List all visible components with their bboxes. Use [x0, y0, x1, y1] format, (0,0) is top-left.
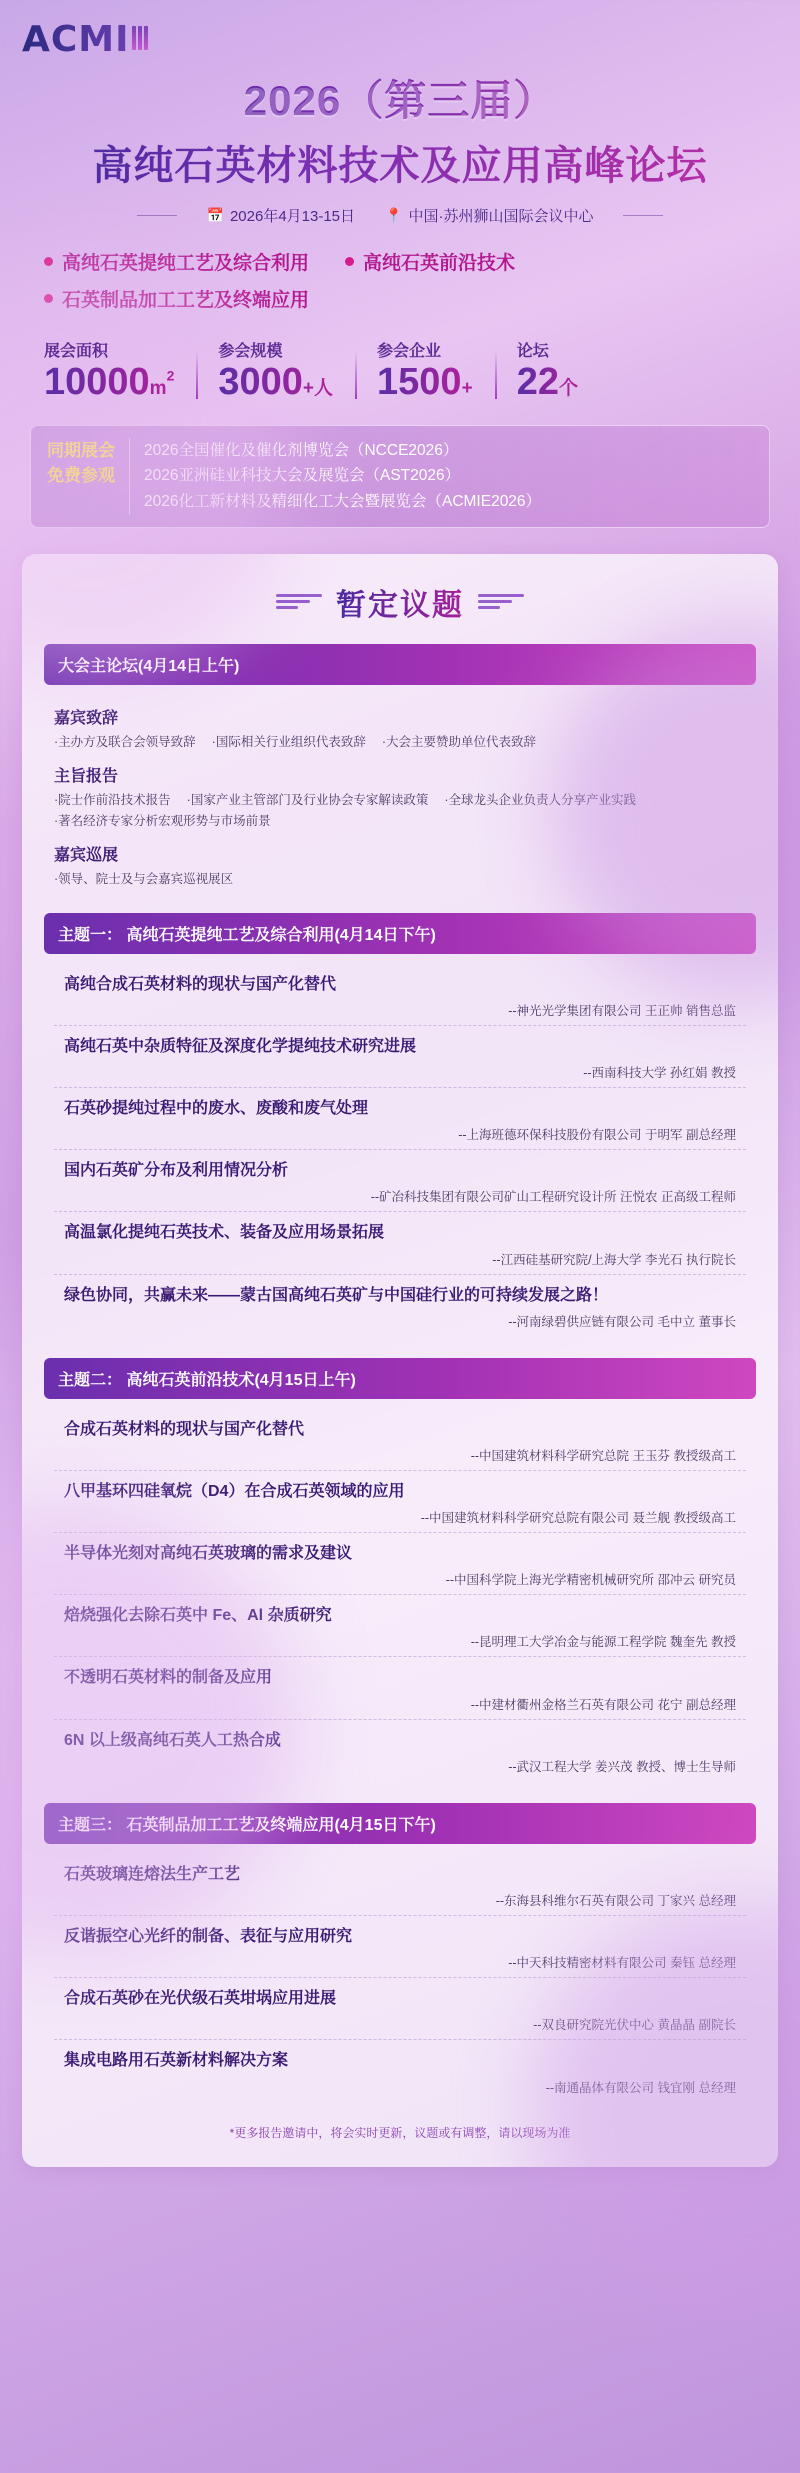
agenda-talk	[54, 1409, 746, 1471]
topic-item	[345, 248, 515, 275]
talk-speaker: --矿冶科技集团有限公司矿山工程研究设计所 汪悦农 正高级工程师	[370, 1190, 736, 1205]
agenda-sub-item: ·全球龙头企业负责人分享产业实践	[444, 792, 637, 807]
stat-value	[517, 363, 578, 403]
talk-title: 反谐振空心光纤的制备、表征与应用研究	[64, 1928, 353, 1946]
agenda-sub-item: ·著名经济专家分析宏观形势与市场前景	[54, 814, 271, 829]
location-pin-icon: 📍	[385, 207, 403, 223]
agenda-talk	[54, 2040, 746, 2101]
stat-label: 参会规模	[218, 343, 283, 360]
stat-number: 1500	[377, 361, 462, 403]
agenda-block	[44, 693, 756, 897]
agenda-talk	[54, 1212, 746, 1274]
topic-item	[44, 248, 309, 275]
colocated-item: 2026全国催化及催化剂博览会（NCCE2026）	[144, 441, 459, 459]
agenda-talk	[54, 1916, 746, 1978]
colocated-badge-line-1: 同期展会	[47, 440, 115, 460]
agenda-section-header: 大会主论坛(4月14日上午)	[44, 644, 756, 685]
stat-number: 22	[516, 361, 559, 403]
bullet-dot-icon	[44, 294, 53, 303]
agenda-sub-item: ·主办方及联合会领导致辞	[54, 734, 196, 749]
talk-title: 高纯石英中杂质特征及深度化学提纯技术研究进展	[64, 1037, 417, 1055]
agenda-block-subs	[54, 869, 746, 890]
logo-bars-icon	[132, 22, 150, 56]
colocated-badge	[47, 438, 130, 515]
agenda-section-header: 主题二： 高纯石英前沿技术(4月15日上午)	[44, 1358, 756, 1399]
talk-title: 国内石英矿分布及利用情况分析	[64, 1162, 289, 1180]
talk-title: 不透明石英材料的制备及应用	[64, 1669, 273, 1687]
agenda-talk-list	[44, 1407, 756, 1787]
poster-title	[0, 68, 800, 191]
colocated-item: 2026化工新材料及精细化工大会暨展览会（ACMIE2026）	[144, 493, 542, 511]
talk-title: 绿色协同，共赢未来——蒙古国高纯石英矿与中国硅行业的可持续发展之路！	[64, 1286, 609, 1304]
stat-value	[218, 363, 333, 403]
colocated-badge-line-2: 免费参观	[47, 466, 115, 486]
stat-sup: 2	[166, 367, 175, 384]
agenda-talk	[54, 1595, 746, 1657]
agenda-talk	[54, 1533, 746, 1595]
talk-speaker: --神光光学集团有限公司 王正帅 销售总监	[508, 1003, 736, 1018]
agenda-footnote: *更多报告邀请中，将会实时更新，议题或有调整，请以现场为准	[229, 2125, 571, 2140]
decorative-stripes-right-icon	[478, 594, 524, 609]
event-date-text: 2026年4月13-15日	[229, 208, 356, 225]
talk-speaker: --南通晶体有限公司 钱宜刚 总经理	[545, 2080, 736, 2095]
stat-unit: +	[461, 378, 473, 399]
meta-divider-right	[623, 215, 663, 216]
talk-title: 6N 以上级高纯石英人工热合成	[64, 1731, 281, 1749]
agenda-sub-item: ·院士作前沿技术报告	[54, 792, 171, 807]
event-date	[207, 205, 356, 226]
agenda-talk-list	[44, 1852, 756, 2108]
agenda-talk	[54, 964, 746, 1026]
bullet-dot-icon	[345, 257, 354, 266]
agenda-block-title: 嘉宾巡展	[54, 847, 119, 865]
stat-unit: m	[149, 378, 167, 399]
event-venue	[385, 205, 593, 226]
stat-item	[196, 338, 355, 403]
meta-divider-left	[137, 215, 177, 216]
colocated-exhibitions	[30, 425, 770, 528]
agenda-talk	[54, 1978, 746, 2040]
talk-speaker: --中建材衢州金格兰石英有限公司 花宁 副总经理	[470, 1697, 736, 1712]
topic-list	[44, 248, 756, 312]
talk-title: 焙烧强化去除石英中 Fe、Al 杂质研究	[64, 1607, 332, 1625]
agenda-talk	[54, 1026, 746, 1088]
decorative-stripes-left-icon	[276, 594, 322, 609]
stat-value	[44, 363, 174, 403]
talk-title: 合成石英材料的现状与国产化替代	[64, 1420, 305, 1438]
agenda-talk	[54, 1854, 746, 1916]
agenda-block-title: 主旨报告	[54, 767, 119, 785]
calendar-icon: 📅	[206, 207, 224, 223]
stat-label: 展会面积	[44, 343, 109, 360]
agenda-card	[22, 554, 778, 2167]
talk-speaker: --中国建筑材料科学研究总院 王玉芬 教授级高工	[470, 1448, 736, 1463]
talk-title: 集成电路用石英新材料解决方案	[64, 2052, 289, 2070]
agenda-sub-item: ·大会主要赞助单位代表致辞	[381, 734, 537, 749]
talk-speaker: --西南科技大学 孙红娟 教授	[583, 1065, 736, 1080]
talk-speaker: --中天科技精密材料有限公司 秦钰 总经理	[508, 1956, 736, 1971]
agenda-talk-list	[44, 962, 756, 1342]
stat-value	[377, 363, 473, 403]
title-line-1: 2026（第三届）	[0, 68, 800, 128]
brand-logo-text: ACMI	[22, 19, 130, 60]
agenda-talk	[54, 1150, 746, 1212]
agenda-block-subs	[54, 790, 746, 833]
talk-title: 高纯合成石英材料的现状与国产化替代	[64, 975, 337, 993]
talk-title: 石英玻璃连熔法生产工艺	[64, 1865, 241, 1883]
agenda-block-title: 嘉宾致辞	[54, 709, 119, 727]
bullet-dot-icon	[44, 257, 53, 266]
stat-unit: +人	[302, 378, 334, 399]
talk-title: 半导体光刻对高纯石英玻璃的需求及建议	[64, 1545, 353, 1563]
talk-speaker: --河南绿碧供应链有限公司 毛中立 董事长	[508, 1314, 736, 1329]
brand-logo	[0, 0, 800, 58]
agenda-section-header: 主题一： 高纯石英提纯工艺及综合利用(4月14日下午)	[44, 913, 756, 954]
agenda-title-text: 暂定议题	[336, 580, 464, 624]
talk-title: 八甲基环四硅氧烷（D4）在合成石英领域的应用	[64, 1482, 405, 1500]
agenda-sub-item: ·领导、院士及与会嘉宾巡视展区	[54, 872, 234, 887]
agenda-sub-item: ·国际相关行业组织代表致辞	[211, 734, 366, 749]
stat-item	[44, 338, 196, 403]
colocated-item: 2026亚洲硅业科技大会及展览会（AST2026）	[144, 467, 461, 485]
agenda-title	[44, 580, 756, 624]
colocated-list	[130, 438, 541, 515]
agenda-talk	[54, 1088, 746, 1150]
talk-speaker: --上海班德环保科技股份有限公司 于明军 副总经理	[458, 1128, 736, 1143]
agenda-section-header: 主题三： 石英制品加工工艺及终端应用(4月15日下午)	[44, 1803, 756, 1844]
event-venue-text: 中国·苏州狮山国际会议中心	[408, 208, 594, 225]
stat-label: 参会企业	[377, 343, 442, 360]
talk-speaker: --东海县科维尔石英有限公司 丁家兴 总经理	[495, 1894, 736, 1909]
agenda-talk	[54, 1471, 746, 1533]
topic-label: 石英制品加工工艺及终端应用	[62, 290, 310, 311]
agenda-talk	[54, 1720, 746, 1781]
talk-speaker: --武汉工程大学 姜兴茂 教授、博士生导师	[508, 1759, 736, 1774]
stat-item	[355, 338, 495, 403]
stat-number: 10000	[44, 361, 150, 403]
talk-speaker: --江西硅基研究院/上海大学 李光石 执行院长	[492, 1252, 736, 1267]
talk-title: 合成石英砂在光伏级石英坩埚应用进展	[64, 1990, 337, 2008]
topic-label: 高纯石英提纯工艺及综合利用	[62, 253, 310, 274]
agenda-talk	[54, 1275, 746, 1336]
agenda-talk	[54, 1657, 746, 1719]
agenda-sub-item: ·国家产业主管部门及行业协会专家解读政策	[186, 792, 429, 807]
topic-label: 高纯石英前沿技术	[363, 253, 516, 274]
talk-title: 高温氯化提纯石英技术、装备及应用场景拓展	[64, 1224, 385, 1242]
talk-speaker: --昆明理工大学冶金与能源工程学院 魏奎先 教授	[470, 1635, 736, 1650]
talk-speaker: --中国科学院上海光学精密机械研究所 邵冲云 研究员	[445, 1573, 736, 1588]
talk-speaker: --中国建筑材料科学研究总院有限公司 聂兰舰 教授级高工	[420, 1511, 736, 1526]
talk-speaker: --双良研究院光伏中心 黄晶晶 副院长	[533, 2018, 736, 2033]
agenda-block-subs	[54, 732, 746, 753]
talk-title: 石英砂提纯过程中的废水、废酸和废气处理	[64, 1099, 369, 1117]
stat-number: 3000	[218, 361, 303, 403]
stats-row	[44, 338, 756, 403]
stat-unit: 个	[558, 378, 578, 399]
event-meta	[0, 205, 800, 226]
title-line-2: 高纯石英材料技术及应用高峰论坛	[0, 134, 800, 191]
topic-item	[44, 285, 309, 312]
stat-item	[495, 338, 600, 403]
stat-label: 论坛	[516, 343, 549, 360]
